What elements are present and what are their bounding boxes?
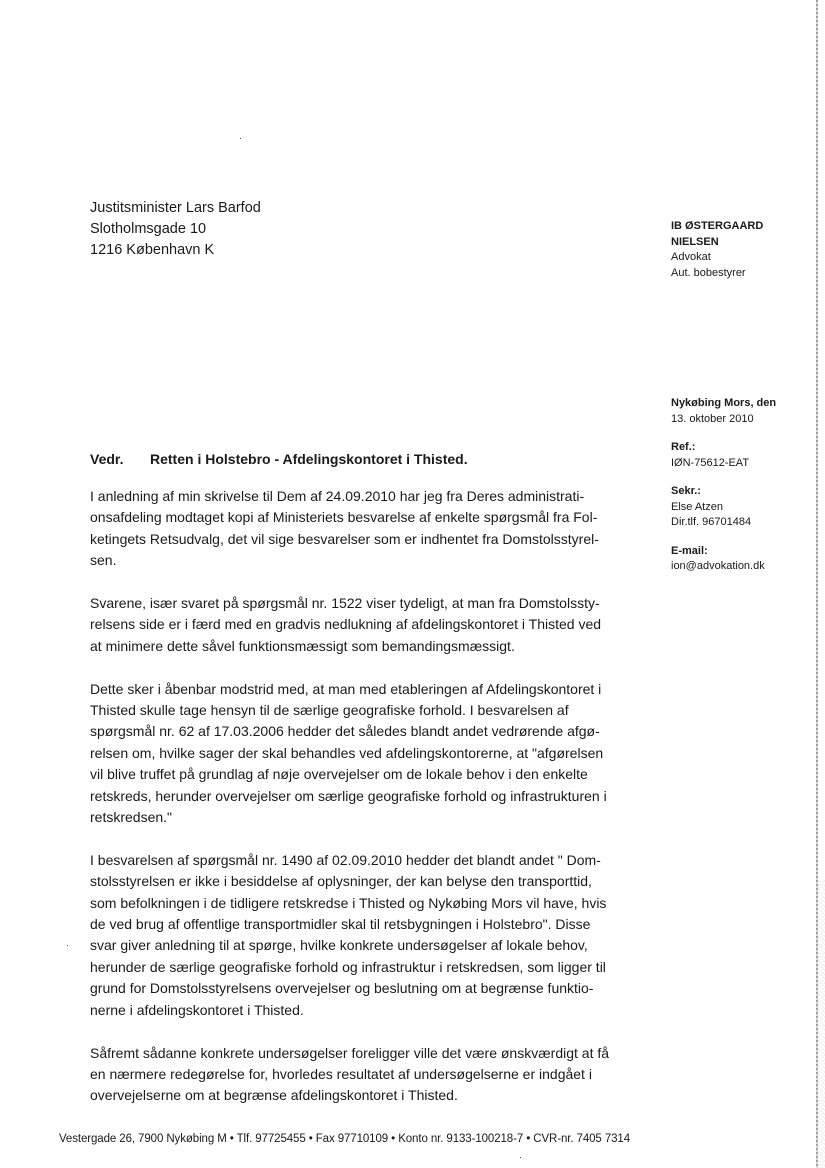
recipient-name: Justitsminister Lars Barfod — [90, 200, 261, 216]
scan-speck — [240, 138, 241, 139]
paragraph-line: I besvarelsen af spørgsmål nr. 1490 af 02.09.2010 hedder det blandt andet " Dom- — [90, 851, 601, 868]
letter-date: 13. oktober 2010 — [671, 412, 754, 425]
paragraph-line: Dette sker i åbenbar modstrid med, at man med etableringen af Afdelingskontoret i — [90, 680, 602, 697]
date-group — [671, 396, 776, 427]
paragraph-line: Svarene, især svaret på spørgsmål nr. 1522 viser tydeligt, at man fra Domstolssty- — [90, 595, 600, 612]
secretary-phone: Dir.tlf. 96701484 — [671, 516, 752, 528]
paragraph-line: ketingets Retsudvalg, det vil sige besvarelser som er indhentet fra Domstolsstyrel- — [90, 530, 599, 547]
scan-speck — [67, 945, 68, 946]
recipient-city: 1216 København K — [90, 242, 215, 258]
paragraph-line: stolsstyrelsen er ikke i besiddelse af oplysninger, der kan belyse den transporttid, — [90, 873, 592, 890]
email-group — [671, 544, 776, 575]
paragraph-line: en nærmere redegørelse for, hvorledes resultatet af undersøgelserne er indgået i — [90, 1065, 592, 1082]
recipient-address — [90, 198, 261, 261]
paragraph-line: herunder de særlige geografiske forhold og infrastruktur i retskredsen, som ligger til — [90, 958, 606, 975]
email-label: E-mail: — [671, 544, 708, 557]
paragraph-line: svar giver anledning til at spørge, hvilke konkrete undersøgelser af lokale behov, — [90, 937, 588, 954]
paragraph-line: retskredsen." — [90, 809, 173, 826]
paragraph — [90, 1043, 612, 1107]
paragraph-line: retskreds, herunder overvejelser om særlige geografiske forhold og infrastrukturen i — [90, 787, 607, 804]
paragraph-line: relsen om, hvilke sager der skal behandles ved afdelingskontorerne, at "afgørelsen — [90, 744, 604, 761]
paragraph-line: som befolkningen i de tidligere retskredse i Thisted og Nykøbing Mors vil have, hvis — [90, 894, 607, 911]
secretary-name: Else Atzen — [671, 500, 723, 513]
ref-label: Ref.: — [671, 441, 696, 453]
secretary-group — [671, 484, 776, 531]
place-label: Nykøbing Mors, den — [671, 397, 777, 409]
paragraph-line: onsafdeling modtaget kopi af Ministeriets besvarelse af enkelte spørgsmål fra Fol- — [90, 509, 598, 526]
paragraph-line: grund for Domstolsstyrelsens overvejelser og beslutning om at begrænse funktio- — [90, 980, 594, 997]
paragraph — [90, 850, 612, 1021]
letterhead-footer: Vestergade 26, 7900 Nykøbing M • Tlf. 97725455 • Fax 97710109 • Konto nr. 9133-100218-7 • CVR-nr. 7405 7314 — [59, 1133, 630, 1145]
secretary-label: Sekr.: — [671, 485, 701, 497]
paragraph — [90, 486, 612, 572]
paragraph-line: de ved brug af offentlige transportmidler skal til retsbygningen i Holstebro". Disse — [90, 916, 591, 933]
paragraph-line: overvejelserne om at begrænse afdelingskontoret i Thisted. — [90, 1087, 458, 1104]
paragraph-line: I anledning af min skrivelse til Dem af 24.09.2010 har jeg fra Deres administrati- — [90, 488, 585, 504]
paragraph-line: Såfremt sådanne konkrete undersøgelser foreligger ville det være ønskværdigt at få — [90, 1044, 610, 1061]
paragraph-line: sen. — [90, 552, 117, 569]
paragraph-line: spørgsmål nr. 62 af 17.03.2006 hedder det således blandt andet vedrørende afgø- — [90, 723, 600, 740]
sender-name-line2: NIELSEN — [671, 235, 719, 248]
ref-group — [671, 440, 776, 471]
paragraph-line: nerne i afdelingskontoret i Thisted. — [90, 1001, 304, 1018]
email-value: ion@advokation.dk — [671, 560, 765, 572]
sender-block — [671, 219, 763, 281]
sender-title: Advokat — [671, 251, 711, 263]
paragraph-line: vil blive truffet på grundlag af nøje overvejelser om de lokale behov i den enkelte — [90, 766, 588, 783]
subject-line — [90, 451, 468, 467]
scan-edge-noise — [818, 880, 825, 1168]
letter-meta — [671, 396, 776, 588]
ref-value: IØN-75612-EAT — [671, 456, 750, 469]
subject-text: Retten i Holstebro - Afdelingskontoret i Thisted. — [150, 451, 468, 467]
paragraph-line: at minimere dette såvel funktionsmæssigt som bemandingsmæssigt. — [90, 637, 515, 654]
recipient-street: Slotholmsgade 10 — [90, 221, 207, 237]
scan-speck — [520, 1157, 521, 1158]
paragraph-line: relsens side er i færd med en gradvis nedlukning af afdelingskontoret i Thisted ved — [90, 616, 602, 633]
subject-prefix: Vedr. — [90, 451, 124, 467]
paragraph — [90, 679, 612, 829]
sender-subtitle: Aut. bobestyrer — [671, 266, 746, 279]
paragraph-line: Thisted skulle tage hensyn til de særlige geografiske forhold. I besvarelsen af — [90, 702, 569, 719]
paragraph — [90, 593, 612, 657]
letter-body — [90, 486, 612, 1128]
sender-name-line1: IB ØSTERGAARD — [671, 220, 764, 232]
